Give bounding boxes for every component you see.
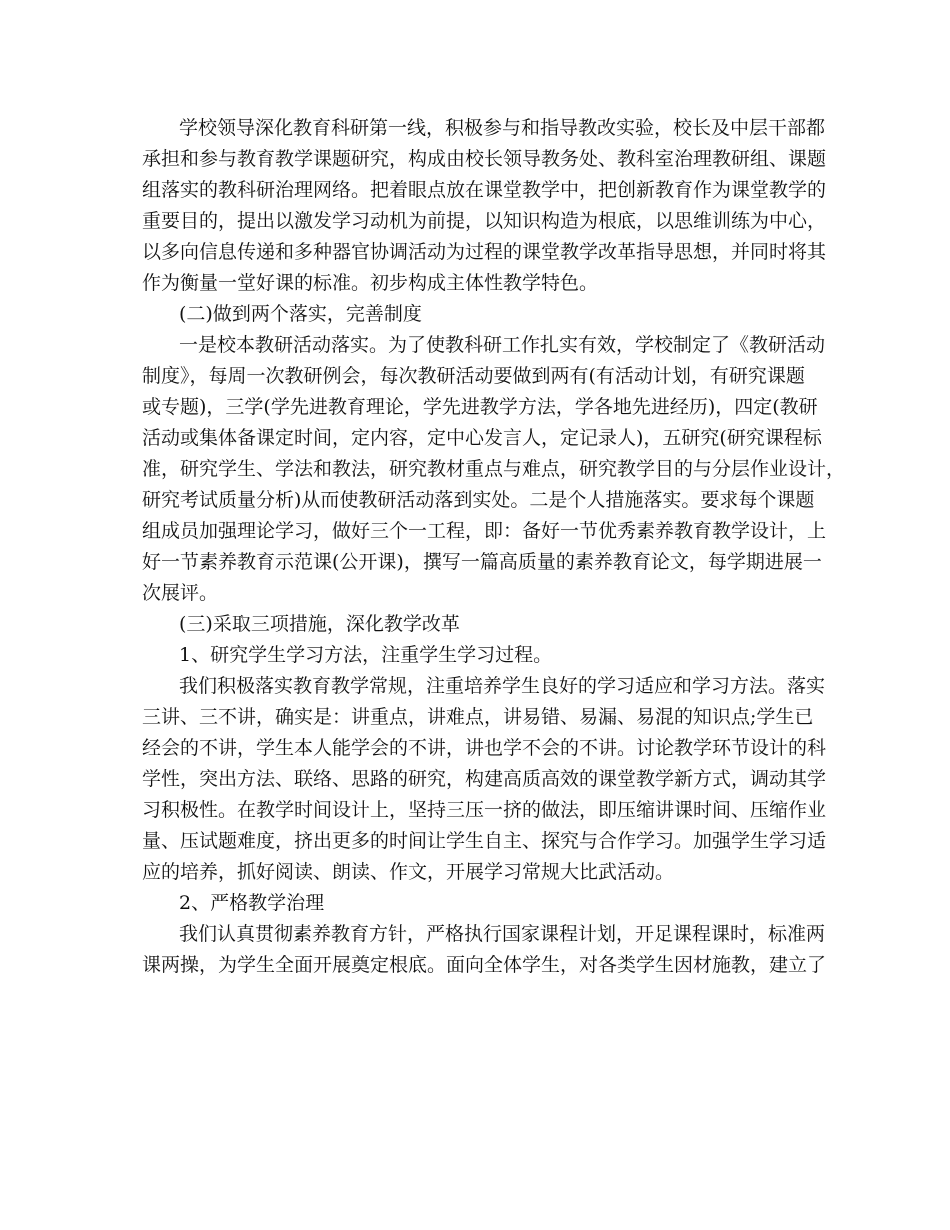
paragraph-line: 准，研究学生、学法和教法，研究教材重点与难点，研究教学目的与分层作业设计， (142, 458, 846, 480)
section-heading: (二)做到两个落实，完善制度 (179, 303, 422, 325)
paragraph-line: 三讲、三不讲，确实是：讲重点，讲难点，讲易错、易漏、易混的知识点;学生已 (142, 706, 814, 728)
paragraph-line: 好一节素养教育示范课(公开课)，撰写一篇高质量的素养教育论文，每学期进展一 (142, 551, 822, 573)
paragraph-line: 一是校本教研活动落实。为了使教科研工作扎实有效，学校制定了《教研活动 (179, 334, 826, 356)
paragraph-line: 习积极性。在教学时间设计上，坚持三压一挤的做法，即压缩讲课时间、压缩作业 (142, 799, 827, 821)
paragraph-line: 以多向信息传递和多种器官协调活动为过程的课堂教学改革指导思想，并同时将其 (142, 241, 827, 263)
paragraph-line: 我们积极落实教育教学常规，注重培养学生良好的学习适应和学习方法。落实 (179, 675, 826, 697)
paragraph-line: 制度》，每周一次教研例会，每次教研活动要做到两有(有活动计划，有研究课题 (142, 365, 805, 387)
paragraph-line: 学校领导深化教育科研第一线，积极参与和指导教改实验，校长及中层干部都 (179, 117, 826, 139)
paragraph-line: 次展评。 (142, 582, 219, 604)
paragraph-line: 重要目的，提出以激发学习动机为前提，以知识构造为根底，以思维训练为中心， (142, 210, 827, 232)
paragraph-line: 量、压试题难度，挤出更多的时间让学生自主、探究与合作学习。加强学生学习适 (142, 830, 827, 852)
paragraph-line: 组成员加强理论学习，做好三个一工程，即：备好一节优秀素养教育教学设计，上 (142, 520, 827, 542)
paragraph-line: 我们认真贯彻素养教育方针，严格执行国家课程计划，开足课程课时，标准两 (179, 923, 826, 945)
paragraph-line: 组落实的教科研治理网络。把着眼点放在课堂教学中，把创新教育作为课堂教学的 (142, 179, 827, 201)
paragraph-line: 活动或集体备课定时间，定内容，定中心发言人，定记录人)，五研究(研究课程标 (142, 427, 822, 449)
section-heading: (三)采取三项措施，深化教学改革 (179, 613, 460, 635)
paragraph-line: 作为衡量一堂好课的标准。初步构成主体性教学特色。 (142, 272, 599, 294)
paragraph-line: 承担和参与教育教学课题研究，构成由校长领导教务处、教科室治理教研组、课题 (142, 148, 827, 170)
paragraph-line: 经会的不讲，学生本人能学会的不讲，讲也学不会的不讲。讨论教学环节设计的科 (142, 737, 827, 759)
subsection-heading: 1、研究学生学习方法，注重学生学习过程。 (179, 644, 553, 666)
paragraph-line: 学性，突出方法、联络、思路的研究，构建高质高效的课堂教学新方式，调动其学 (142, 768, 827, 790)
paragraph-line: 研究考试质量分析)从而使教研活动落到实处。二是个人措施落实。要求每个课题 (142, 489, 815, 511)
paragraph-line: 或专题)，三学(学先进教育理论，学先进教学方法，学各地先进经历)，四定(教研 (142, 396, 818, 418)
paragraph-line: 应的培养，抓好阅读、朗读、作文，开展学习常规大比武活动。 (142, 861, 675, 883)
paragraph-line: 课两操，为学生全面开展奠定根底。面向全体学生，对各类学生因材施教，建立了 (142, 954, 827, 976)
subsection-heading: 2、严格教学治理 (179, 892, 325, 914)
